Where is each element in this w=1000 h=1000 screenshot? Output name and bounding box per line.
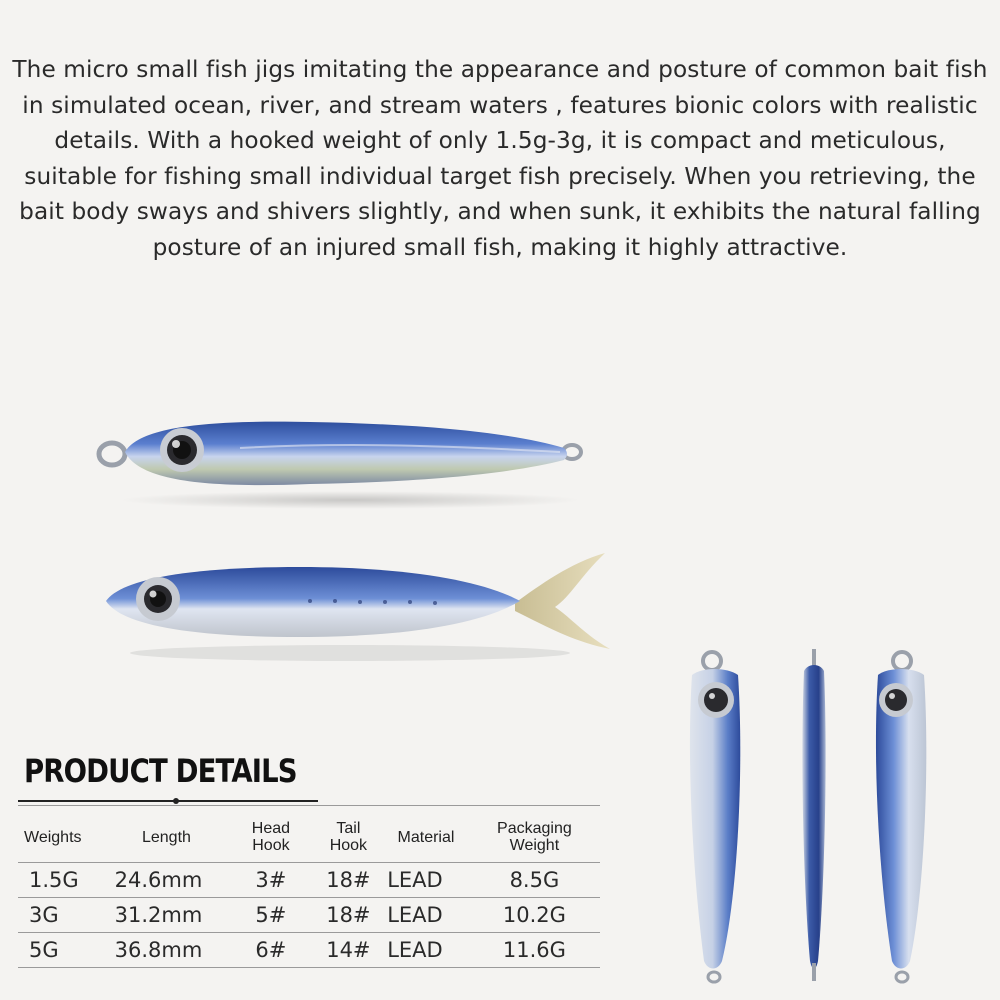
lure-side-view-vertical — [864, 645, 942, 985]
cell-weight: 1.5G — [18, 863, 105, 898]
cell-packaging-weight: 8.5G — [469, 863, 600, 898]
header-tail-hook: Tail Hook — [314, 812, 384, 863]
cell-length: 24.6mm — [105, 863, 229, 898]
lure-fish-with-tail — [100, 545, 615, 665]
cell-tail-hook: 14# — [314, 933, 384, 968]
cell-length: 36.8mm — [105, 933, 229, 968]
table-row — [18, 933, 600, 968]
cell-tail-hook: 18# — [314, 898, 384, 933]
table-divider — [18, 805, 600, 806]
cell-head-hook: 6# — [228, 933, 313, 968]
cell-material: LEAD — [383, 863, 469, 898]
cell-packaging-weight: 10.2G — [469, 898, 600, 933]
table-row — [18, 863, 600, 898]
header-material: Material — [383, 812, 469, 863]
table-header-row — [18, 812, 600, 863]
product-details-heading: PRODUCT DETAILS — [24, 752, 297, 790]
cell-packaging-weight: 11.6G — [469, 933, 600, 968]
table-row — [18, 898, 600, 933]
cell-head-hook: 3# — [228, 863, 313, 898]
lure-jig-side-view — [90, 412, 590, 512]
product-description: The micro small fish jigs imitating the appearance and posture of common bait fish in simulated ocean, river, and stream waters , features bionic colors with realistic details. With a hooked weight of only 1.5g-3g, it is compact and meticulous, suitable for fishing small individual target fish precisely. When you retrieving, the bait body sways and shivers slightly, and when sunk, it exhibits the natural falling posture of an injured small fish, making it highly attractive. — [12, 56, 988, 261]
cell-material: LEAD — [383, 898, 469, 933]
cell-tail-hook: 18# — [314, 863, 384, 898]
lure-back-view — [790, 645, 838, 985]
header-packaging-weight: Packaging Weight — [469, 812, 600, 863]
cell-material: LEAD — [383, 933, 469, 968]
header-length: Length — [105, 812, 229, 863]
lure-front-view — [672, 645, 750, 985]
product-details-table — [18, 812, 600, 968]
cell-weight: 5G — [18, 933, 105, 968]
cell-head-hook: 5# — [228, 898, 313, 933]
heading-underline — [18, 798, 318, 804]
header-head-hook: Head Hook — [228, 812, 313, 863]
cell-length: 31.2mm — [105, 898, 229, 933]
header-weights: Weights — [18, 812, 105, 863]
cell-weight: 3G — [18, 898, 105, 933]
